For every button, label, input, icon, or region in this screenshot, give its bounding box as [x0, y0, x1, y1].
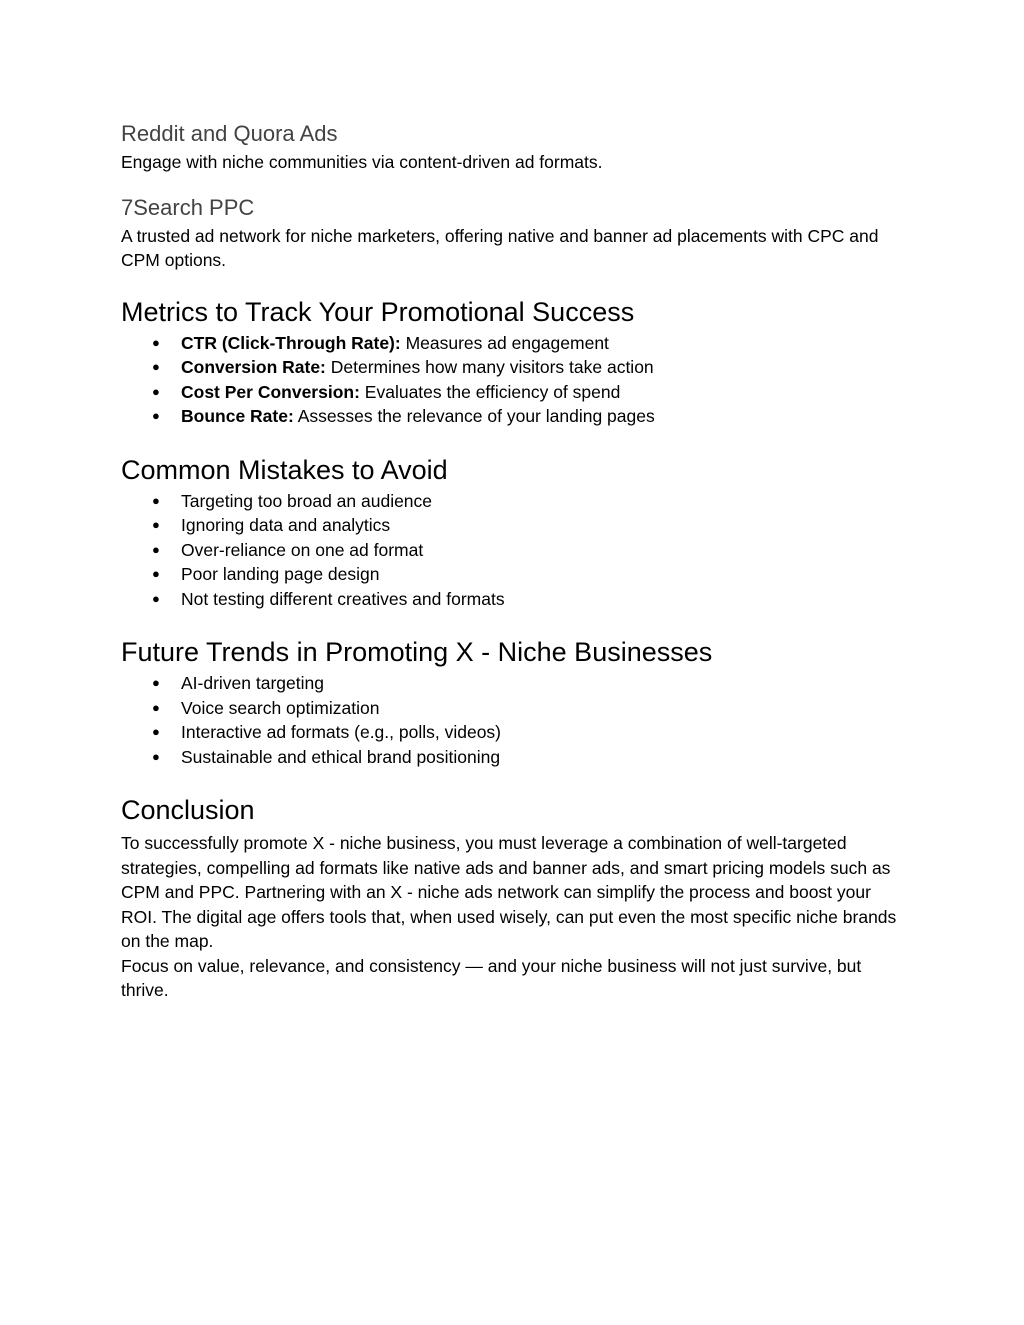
bullet-icon: ●: [152, 492, 160, 508]
metric-desc: Assesses the relevance of your landing pages: [293, 406, 655, 426]
reddit-quora-body: Engage with niche communities via content-driven ad formats.: [121, 152, 603, 172]
list-item: [121, 380, 911, 405]
bullet-icon: ●: [152, 541, 160, 557]
conclusion-paragraph-2: Focus on value, relevance, and consistency — and your niche business will not just survive, but thrive.: [121, 955, 862, 1000]
bullet-icon: ●: [152, 724, 160, 739]
seven-search-heading: 7Search PPC: [121, 194, 255, 220]
list-item: [121, 720, 911, 745]
bullet-icon: ●: [152, 408, 160, 423]
list-item: [121, 404, 911, 429]
mistake-text: Ignoring data and analytics: [181, 515, 391, 535]
metrics-heading: Metrics to Track Your Promotional Success: [121, 296, 635, 327]
bullet-icon: ●: [152, 334, 160, 350]
bullet-icon: ●: [152, 748, 160, 764]
list-item: [121, 745, 911, 770]
list-item: [121, 489, 911, 514]
metric-term: Bounce Rate:: [181, 406, 294, 426]
list-item: [121, 538, 911, 563]
mistake-text: Targeting too broad an audience: [181, 490, 433, 511]
document-content: [121, 118, 911, 1003]
reddit-quora-heading: Reddit and Quora Ads: [121, 121, 338, 146]
bullet-icon: ●: [152, 359, 160, 374]
metric-desc: Evaluates the efficiency of spend: [359, 381, 621, 402]
trends-heading: Future Trends in Promoting X - Niche Businesses: [121, 637, 713, 667]
bullet-icon: ●: [152, 590, 160, 606]
trend-text: AI-driven targeting: [181, 673, 324, 693]
conclusion-heading: Conclusion: [121, 795, 255, 825]
bullet-icon: ●: [152, 517, 160, 532]
seven-search-body: A trusted ad network for niche marketers, offering native and banner ad placements with CPC and CPM options.: [121, 225, 879, 270]
trend-text: Sustainable and ethical brand positioning: [181, 746, 501, 767]
bullet-icon: ●: [152, 383, 160, 399]
metric-term: Conversion Rate:: [181, 357, 326, 377]
metrics-list: [121, 331, 911, 429]
metric-term: Cost Per Conversion:: [181, 381, 360, 402]
mistakes-list: [121, 489, 911, 612]
bullet-icon: ●: [152, 699, 160, 715]
list-item: [121, 696, 911, 721]
list-item: [121, 513, 911, 538]
list-item: [121, 587, 911, 612]
list-item: [121, 671, 911, 696]
mistake-text: Not testing different creatives and formats: [181, 588, 505, 609]
metric-term: CTR (Click-Through Rate):: [181, 332, 401, 353]
trend-text: Interactive ad formats (e.g., polls, videos): [181, 722, 501, 742]
trends-list: [121, 671, 911, 769]
mistake-text: Poor landing page design: [181, 564, 380, 584]
mistakes-heading: Common Mistakes to Avoid: [121, 454, 448, 485]
list-item: [121, 562, 911, 587]
bullet-icon: ●: [152, 566, 160, 581]
list-item: [121, 331, 911, 356]
mistake-text: Over-reliance on one ad format: [181, 539, 424, 560]
bullet-icon: ●: [152, 675, 160, 690]
metric-desc: Determines how many visitors take action: [325, 357, 654, 377]
metric-desc: Measures ad engagement: [400, 332, 609, 353]
conclusion-paragraph-1: To successfully promote X - niche business, you must leverage a combination of well-targeted strategies, compelling ad formats like native ads and banner ads, and smart pricing models such as CPM and PPC. Partnering with an X - niche ads network can simplify the process and boost your ROI. The digital age offers tools that, when used wisely, can put even the most specific niche brands on the map.: [121, 833, 897, 951]
trend-text: Voice search optimization: [181, 697, 380, 718]
list-item: [121, 355, 911, 380]
